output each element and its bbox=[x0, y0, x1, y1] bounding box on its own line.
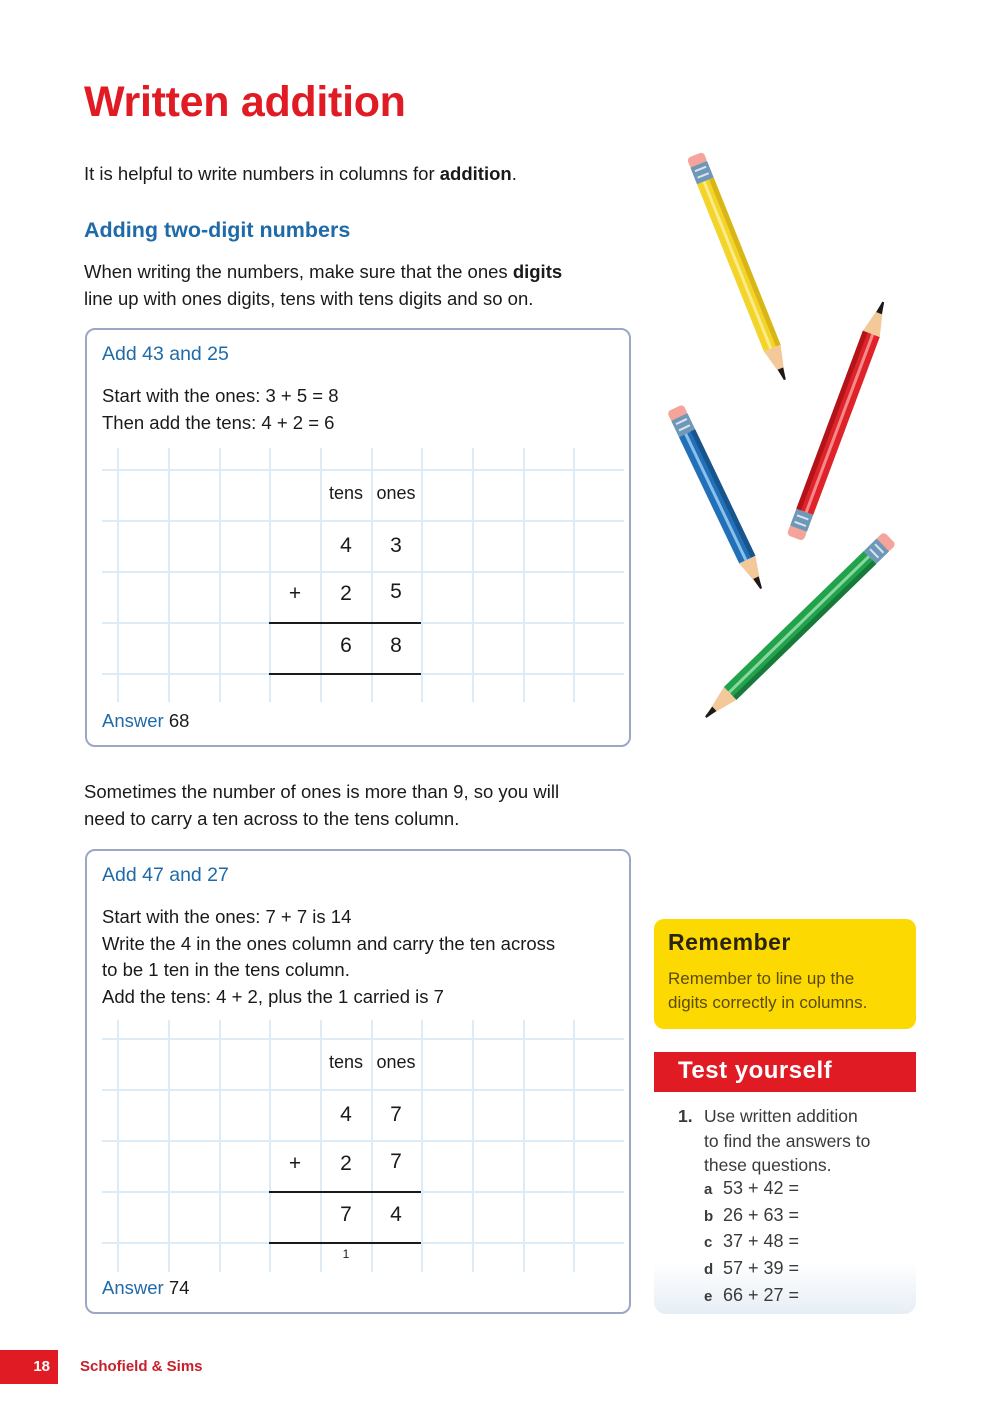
tens-header: tens bbox=[328, 1052, 364, 1072]
question-item bbox=[704, 1203, 799, 1230]
grid-line bbox=[102, 1089, 624, 1091]
step-line: to be 1 ten in the tens column. bbox=[102, 959, 350, 980]
item-expression: 53 + 42 = bbox=[723, 1178, 800, 1198]
answer-line bbox=[102, 710, 189, 732]
section-heading: Adding two-digit numbers bbox=[84, 218, 351, 242]
publisher-name: Schofield & Sims bbox=[80, 1358, 203, 1375]
grid-line bbox=[421, 448, 423, 702]
item-letter: d bbox=[704, 1261, 714, 1279]
step-line: Then add the tens: 4 + 2 = 6 bbox=[102, 411, 335, 433]
yellow-pencil-icon bbox=[687, 152, 794, 383]
example-box-2 bbox=[85, 849, 631, 1314]
item-letter: a bbox=[704, 1181, 713, 1198]
ones-header: ones bbox=[376, 483, 416, 503]
digit-tens: 4 bbox=[340, 1103, 352, 1126]
question-items bbox=[704, 1176, 799, 1310]
digit-ones: 7 bbox=[390, 1150, 402, 1173]
item-expression: 37 + 48 = bbox=[723, 1231, 800, 1252]
grid-line bbox=[219, 448, 221, 702]
grid-line bbox=[117, 1020, 119, 1272]
question-text bbox=[704, 1104, 914, 1178]
page-number: 18 bbox=[0, 1350, 58, 1384]
grid-line bbox=[421, 1020, 423, 1272]
answer-label: Answer bbox=[102, 710, 164, 731]
grid-line bbox=[168, 448, 170, 702]
digit-tens: 2 bbox=[340, 1152, 352, 1175]
pencil-wood bbox=[764, 345, 793, 381]
grid-line bbox=[523, 1020, 525, 1272]
instruction-paragraph bbox=[84, 259, 562, 312]
sum-rule bbox=[269, 673, 421, 675]
grid-line bbox=[102, 469, 624, 471]
remember-title: Remember bbox=[668, 929, 791, 955]
grid-line bbox=[472, 448, 474, 702]
paragraph-line: Sometimes the number of ones is more than 9, so you will bbox=[84, 781, 560, 802]
grid-line bbox=[102, 571, 624, 573]
carry-digit: 1 bbox=[342, 1247, 350, 1261]
example-title: Add 43 and 25 bbox=[102, 343, 229, 365]
pencils-illustration bbox=[640, 140, 940, 740]
question-item bbox=[704, 1283, 799, 1310]
test-yourself-box bbox=[654, 1052, 916, 1314]
sum-rule bbox=[269, 622, 421, 624]
example-box-1 bbox=[85, 328, 631, 747]
result-tens: 6 bbox=[340, 634, 352, 657]
pencil-lead bbox=[876, 301, 886, 314]
grid-line bbox=[102, 1038, 624, 1040]
question-item bbox=[704, 1229, 799, 1256]
digit-tens: 4 bbox=[340, 534, 352, 557]
grid-line bbox=[168, 1020, 170, 1272]
question-number: 1. bbox=[678, 1106, 693, 1126]
remember-line: digits correctly in columns. bbox=[668, 993, 868, 1012]
step-line: Write the 4 in the ones column and carry the ten across bbox=[102, 932, 556, 954]
plus-sign: + bbox=[288, 1152, 302, 1175]
grid-line bbox=[523, 448, 525, 702]
page-title: Written addition bbox=[84, 78, 406, 126]
grid-line bbox=[472, 1020, 474, 1272]
digit-ones: 3 bbox=[390, 534, 402, 557]
item-expression: 26 + 63 = bbox=[723, 1204, 800, 1225]
question-item bbox=[704, 1176, 799, 1203]
grid-line bbox=[102, 1140, 624, 1142]
carry-paragraph bbox=[84, 779, 559, 832]
pencil-lead bbox=[753, 576, 764, 589]
ones-header: ones bbox=[376, 1052, 416, 1072]
plus-sign: + bbox=[288, 582, 302, 605]
grid-line bbox=[269, 448, 271, 702]
item-letter: e bbox=[704, 1287, 713, 1305]
paragraph-line bbox=[84, 259, 562, 286]
item-expression: 66 + 27 = bbox=[723, 1284, 800, 1305]
remember-text bbox=[668, 967, 867, 1015]
test-yourself-title: Test yourself bbox=[678, 1057, 833, 1084]
remember-box bbox=[654, 919, 916, 1029]
answer-value: 68 bbox=[168, 710, 190, 731]
paragraph-line: need to carry a ten across to the tens column. bbox=[84, 807, 460, 829]
paragraph-line: line up with ones digits, tens with tens digits and so on. bbox=[84, 287, 534, 309]
paragraph-text: When writing the numbers, make sure that the ones bbox=[84, 261, 513, 282]
digit-ones: 7 bbox=[390, 1103, 402, 1126]
remember-line: Remember to line up the bbox=[668, 969, 855, 988]
digit-tens: 2 bbox=[340, 582, 352, 605]
example-steps bbox=[102, 383, 339, 436]
grid-line bbox=[102, 520, 624, 522]
item-expression: 57 + 39 = bbox=[723, 1258, 800, 1279]
sum-rule bbox=[269, 1242, 421, 1244]
question-line: Use written addition bbox=[704, 1106, 858, 1126]
paragraph-bold: digits bbox=[512, 261, 563, 282]
question-item bbox=[704, 1256, 799, 1283]
sum-rule bbox=[269, 1191, 421, 1193]
green-pencil-icon bbox=[699, 532, 896, 724]
pencil-lead bbox=[778, 367, 788, 380]
digit-ones: 5 bbox=[390, 580, 402, 603]
grid-line bbox=[219, 1020, 221, 1272]
intro-text bbox=[84, 163, 517, 185]
grid-line bbox=[269, 1020, 271, 1272]
grid-line bbox=[117, 448, 119, 702]
item-letter: b bbox=[704, 1207, 714, 1225]
intro-text-end: . bbox=[511, 163, 517, 184]
grid-line bbox=[573, 448, 575, 702]
intro-text-bold: addition bbox=[439, 163, 512, 184]
answer-value: 74 bbox=[168, 1277, 190, 1298]
tens-header: tens bbox=[328, 483, 364, 503]
example-steps bbox=[102, 904, 555, 1010]
step-line: Start with the ones: 7 + 7 is 14 bbox=[102, 906, 352, 927]
question-line: to find the answers to bbox=[704, 1130, 871, 1151]
answer-label: Answer bbox=[102, 1277, 164, 1298]
test-yourself-header bbox=[654, 1052, 916, 1092]
result-ones: 4 bbox=[390, 1203, 402, 1226]
column-grid bbox=[102, 1020, 624, 1272]
result-tens: 7 bbox=[340, 1203, 352, 1226]
blue-pencil-icon bbox=[667, 404, 769, 592]
intro-text-plain: It is helpful to write numbers in columns for bbox=[84, 163, 440, 184]
step-line: Start with the ones: 3 + 5 = 8 bbox=[102, 385, 339, 406]
step-line: Add the tens: 4 + 2, plus the 1 carried is 7 bbox=[102, 985, 444, 1007]
question-line: these questions. bbox=[704, 1155, 832, 1175]
result-ones: 8 bbox=[390, 634, 402, 657]
item-letter: c bbox=[704, 1234, 713, 1252]
pencil-wood bbox=[863, 301, 891, 337]
column-grid bbox=[102, 448, 624, 702]
example-title: Add 47 and 27 bbox=[102, 864, 229, 886]
answer-line bbox=[102, 1277, 189, 1299]
grid-line bbox=[573, 1020, 575, 1272]
red-pencil-icon bbox=[787, 299, 892, 541]
